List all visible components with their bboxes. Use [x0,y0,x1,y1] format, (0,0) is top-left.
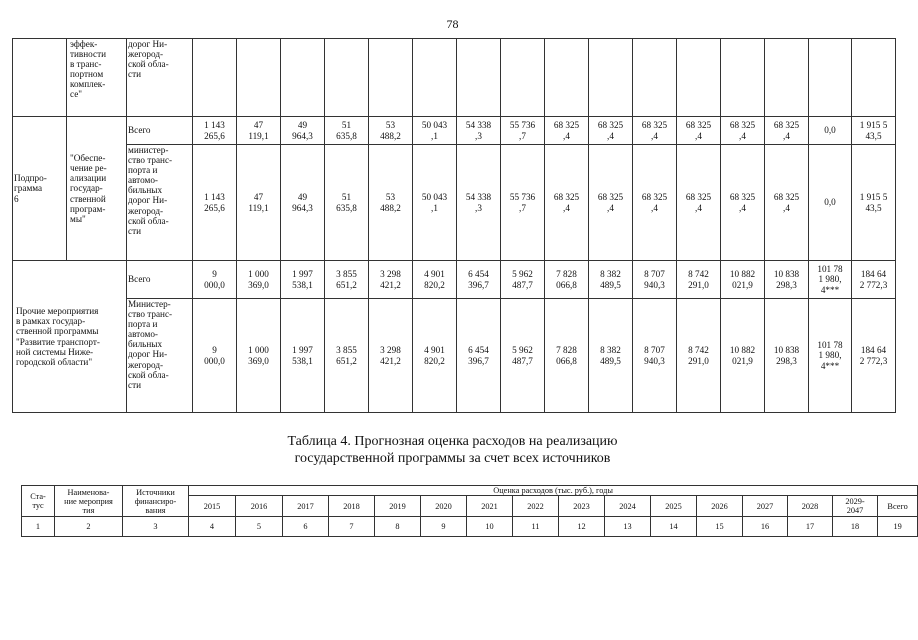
column-number: 16 [743,517,788,537]
header-year: 2026 [697,496,743,517]
table-row [13,145,896,261]
column-number-row [22,517,918,537]
value-cell: 5 962 487,7 [501,299,545,413]
value-cell: 68 325 ,4 [721,145,765,261]
value-cell: 68 325 ,4 [589,117,633,145]
header-year: 2027 [743,496,788,517]
value-cell [237,39,281,117]
value-cell: 7 828 066,8 [545,261,589,299]
header-row [22,486,918,496]
column-number: 19 [878,517,918,537]
value-cell: 55 736 ,7 [501,145,545,261]
value-cell: 68 325 ,4 [545,145,589,261]
value-cell: 54 338 ,3 [457,145,501,261]
value-cell: 68 325 ,4 [721,117,765,145]
value-cell: 1 915 5 43,5 [852,117,896,145]
table-row [13,299,896,413]
value-cell: 50 043 ,1 [413,117,457,145]
value-cell: 6 454 396,7 [457,299,501,413]
value-cell [589,39,633,117]
value-cell: 8 707 940,3 [633,261,677,299]
column-number: 17 [788,517,833,537]
value-cell: 0,0 [809,117,852,145]
value-cell: 1 000 369,0 [237,299,281,413]
value-cell: 1 000 369,0 [237,261,281,299]
column-number: 11 [513,517,559,537]
value-cell: 68 325 ,4 [589,145,633,261]
column-number: 18 [833,517,878,537]
value-cell: 5 962 487,7 [501,261,545,299]
value-cell: 68 325 ,4 [633,145,677,261]
value-cell: 101 78 1 980, 4*** [809,299,852,413]
value-cell: 7 828 066,8 [545,299,589,413]
value-cell: 50 043 ,1 [413,145,457,261]
name-cell: "Обеспе- чение ре- ализации государ- ственной програм- мы" [67,117,127,261]
source-cell: Всего [127,261,193,299]
value-cell: 8 742 291,0 [677,299,721,413]
header-year: 2021 [467,496,513,517]
value-cell: 3 298 421,2 [369,299,413,413]
header-source: Источники финансиро- вания [123,486,189,517]
column-number: 6 [283,517,329,537]
value-cell: 8 707 940,3 [633,299,677,413]
value-cell: 51 635,8 [325,117,369,145]
value-cell: 10 882 021,9 [721,261,765,299]
value-cell: 68 325 ,4 [677,145,721,261]
value-cell: 68 325 ,4 [545,117,589,145]
source-cell: Всего [127,117,193,145]
status-cell: Подпро- грамма 6 [13,117,67,261]
header-year: 2023 [559,496,605,517]
column-number: 4 [189,517,236,537]
column-number: 12 [559,517,605,537]
value-cell [677,39,721,117]
value-cell [281,39,325,117]
header-year: Всего [878,496,918,517]
value-cell: 1 997 538,1 [281,261,325,299]
column-number: 13 [605,517,651,537]
value-cell: 3 855 651,2 [325,299,369,413]
column-number: 1 [22,517,55,537]
table-4-header [21,485,918,537]
value-cell [369,39,413,117]
table-row [13,117,896,145]
value-cell: 1 997 538,1 [281,299,325,413]
header-year: 2022 [513,496,559,517]
value-cell: 47 119,1 [237,145,281,261]
header-year: 2017 [283,496,329,517]
header-year: 2019 [375,496,421,517]
value-cell: 9 000,0 [193,261,237,299]
header-year: 2028 [788,496,833,517]
value-cell: 49 964,3 [281,117,325,145]
column-number: 7 [329,517,375,537]
value-cell: 68 325 ,4 [765,117,809,145]
column-number: 3 [123,517,189,537]
value-cell: 0,0 [809,145,852,261]
value-cell: 1 915 5 43,5 [852,145,896,261]
value-cell: 4 901 820,2 [413,299,457,413]
value-cell [545,39,589,117]
value-cell: 3 855 651,2 [325,261,369,299]
table-row [13,261,896,299]
value-cell: 49 964,3 [281,145,325,261]
value-cell: 8 382 489,5 [589,299,633,413]
column-number: 8 [375,517,421,537]
value-cell [809,39,852,117]
name-cell: эффек- тивности в транс- портном комплек- се" [67,39,127,117]
value-cell: 10 838 298,3 [765,299,809,413]
page-number: 78 [446,17,459,31]
header-year: 2024 [605,496,651,517]
value-cell: 55 736 ,7 [501,117,545,145]
header-year: 2025 [651,496,697,517]
header-year: 2018 [329,496,375,517]
value-cell [852,39,896,117]
caption-line-1: Таблица 4. Прогнозная оценка расходов на реализацию [287,434,618,449]
value-cell: 68 325 ,4 [765,145,809,261]
value-cell: 6 454 396,7 [457,261,501,299]
value-cell [457,39,501,117]
name-cell: Прочие мероприятия в рамках государ- ственной программы "Развитие транспорт- ной системы Ниже- городской области" [13,261,127,413]
value-cell: 8 382 489,5 [589,261,633,299]
value-cell: 68 325 ,4 [633,117,677,145]
value-cell: 8 742 291,0 [677,261,721,299]
value-cell: 4 901 820,2 [413,261,457,299]
column-number: 14 [651,517,697,537]
value-cell: 1 143 265,6 [193,117,237,145]
table-caption [0,433,905,467]
header-year: 2015 [189,496,236,517]
value-cell [193,39,237,117]
column-number: 15 [697,517,743,537]
header-status: Ста- тус [22,486,55,517]
header-expense-group: Оценка расходов (тыс. руб.), годы [189,486,918,496]
column-number: 9 [421,517,467,537]
header-year: 2016 [236,496,283,517]
value-cell [413,39,457,117]
column-number: 2 [55,517,123,537]
source-cell: министер- ство транс- порта и автомо- бильных дорог Ни- жегород- ской обла- сти [127,145,193,261]
value-cell: 184 64 2 772,3 [852,299,896,413]
header-name: Наименова- ние мероприя тия [55,486,123,517]
source-cell: дорог Ни- жегород- ской обла- сти [127,39,193,117]
value-cell [325,39,369,117]
table-row [13,39,896,117]
value-cell: 101 78 1 980, 4*** [809,261,852,299]
value-cell: 10 882 021,9 [721,299,765,413]
column-number: 5 [236,517,283,537]
status-cell [13,39,67,117]
value-cell: 54 338 ,3 [457,117,501,145]
header-year: 2029- 2047 [833,496,878,517]
value-cell: 47 119,1 [237,117,281,145]
expenses-table-continued [12,38,896,413]
column-number: 10 [467,517,513,537]
value-cell: 10 838 298,3 [765,261,809,299]
value-cell: 1 143 265,6 [193,145,237,261]
value-cell [721,39,765,117]
value-cell: 184 64 2 772,3 [852,261,896,299]
value-cell [501,39,545,117]
value-cell: 53 488,2 [369,145,413,261]
source-cell: Министер- ство транс- порта и автомо- бильных дорог Ни- жегород- ской обла- сти [127,299,193,413]
value-cell: 68 325 ,4 [677,117,721,145]
caption-line-2: государственной программы за счет всех источников [294,451,611,466]
value-cell: 51 635,8 [325,145,369,261]
value-cell: 3 298 421,2 [369,261,413,299]
header-year: 2020 [421,496,467,517]
value-cell [633,39,677,117]
value-cell [765,39,809,117]
value-cell: 9 000,0 [193,299,237,413]
value-cell: 53 488,2 [369,117,413,145]
